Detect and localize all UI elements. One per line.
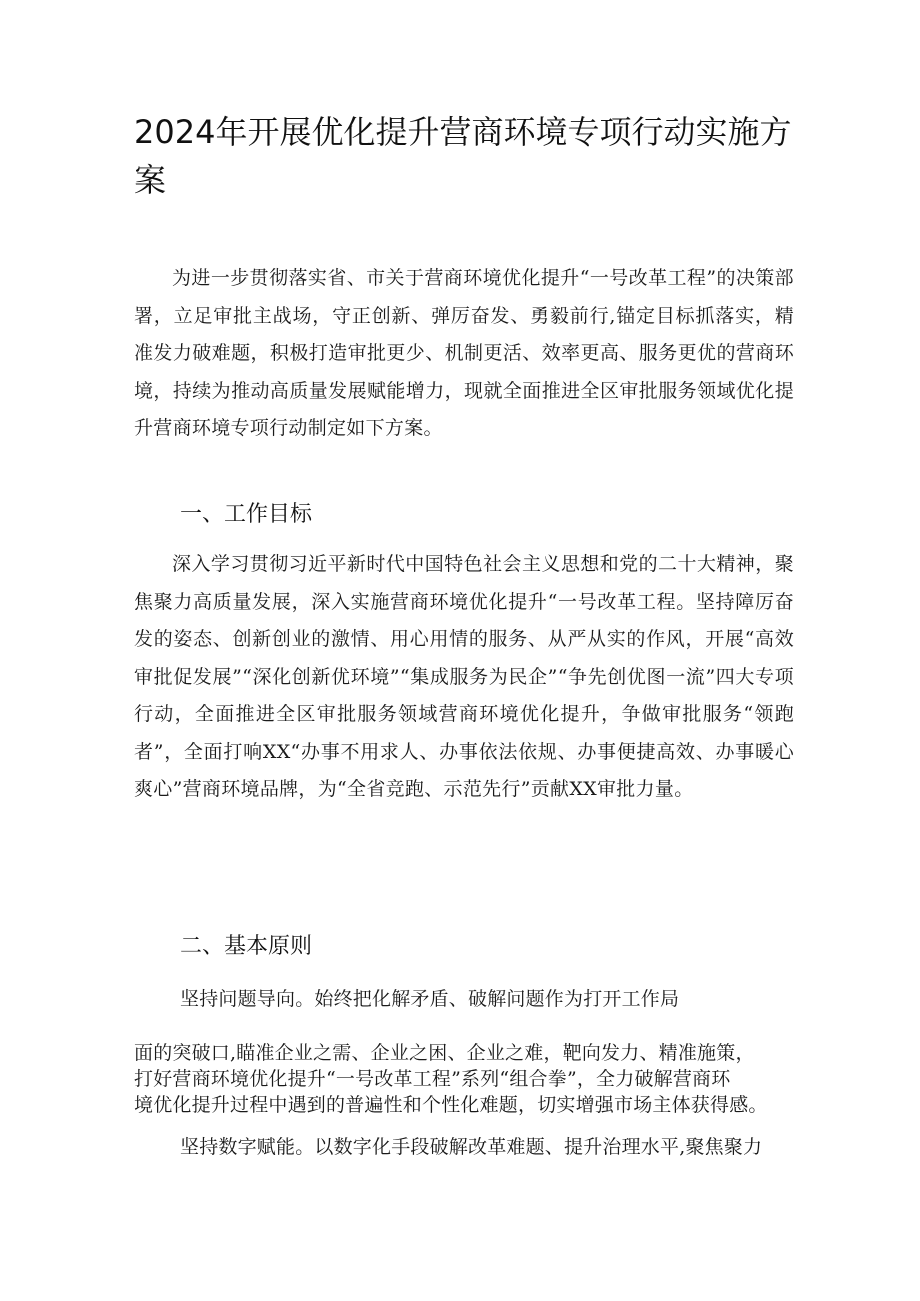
section-heading-goals: 一、工作目标	[180, 502, 313, 527]
principle-problem-line-1: 坚持问题导向。始终把化解矛盾、破解问题作为打开工作局	[180, 988, 680, 1010]
intro-paragraph: 为进一步贯彻落实省、市关于营商环境优化提升“一号改革工程”的决策部署，立足审批主战场，守正创新、弹厉奋发、勇毅前行,锚定目标抓落实，精准发力破难题，积极打造审批更少、机制更活、效率更高、服务更优的营商环境，持续为推动高质量发展赋能增力，现就全面推进全区审批服务领域优化提升营商环境专项行动制定如下方案。	[134, 267, 794, 439]
principle-digital-line-1: 坚持数字赋能。以数字化手段破解改革难题、提升治理水平,聚焦聚力	[180, 1136, 763, 1158]
goals-paragraph: 深入学习贯彻习近平新时代中国特色社会主义思想和党的二十大精神，聚焦聚力高质量发展，深入实施营商环境优化提升“一号改革工程。坚持障厉奋发的姿态、创新创业的激情、用心用情的服务、从严从实的作风，开展“高效审批促发展”“深化创新优环境”“集成服务为民企”“争先创优图一流”四大专项行动，全面推进全区审批服务领域营商环境优化提升，争做审批服务“领跑者”，全面打响XX“办事不用求人、办事依法依规、办事便捷高效、办事暖心爽心”营商环境品牌，为“全省竞跑、示范先行”贡献XX审批力量。	[134, 553, 794, 800]
principle-problem-line-4: 境优化提升过程中遇到的普遍性和个性化难题，切实增强市场主体获得感。	[134, 1094, 768, 1116]
principle-problem-line-2: 面的突破口,瞄准企业之需、企业之困、企业之难，靶向发力、精准施策，	[134, 1042, 755, 1064]
document-title: 2024年开展优化提升营商环境专项行动实施方案	[134, 113, 792, 199]
section-heading-principles: 二、基本原则	[180, 934, 313, 959]
principle-problem-line-3: 打好营商环境优化提升“一号改革工程”系列“组合拳”，全力破解营商环	[134, 1068, 731, 1090]
